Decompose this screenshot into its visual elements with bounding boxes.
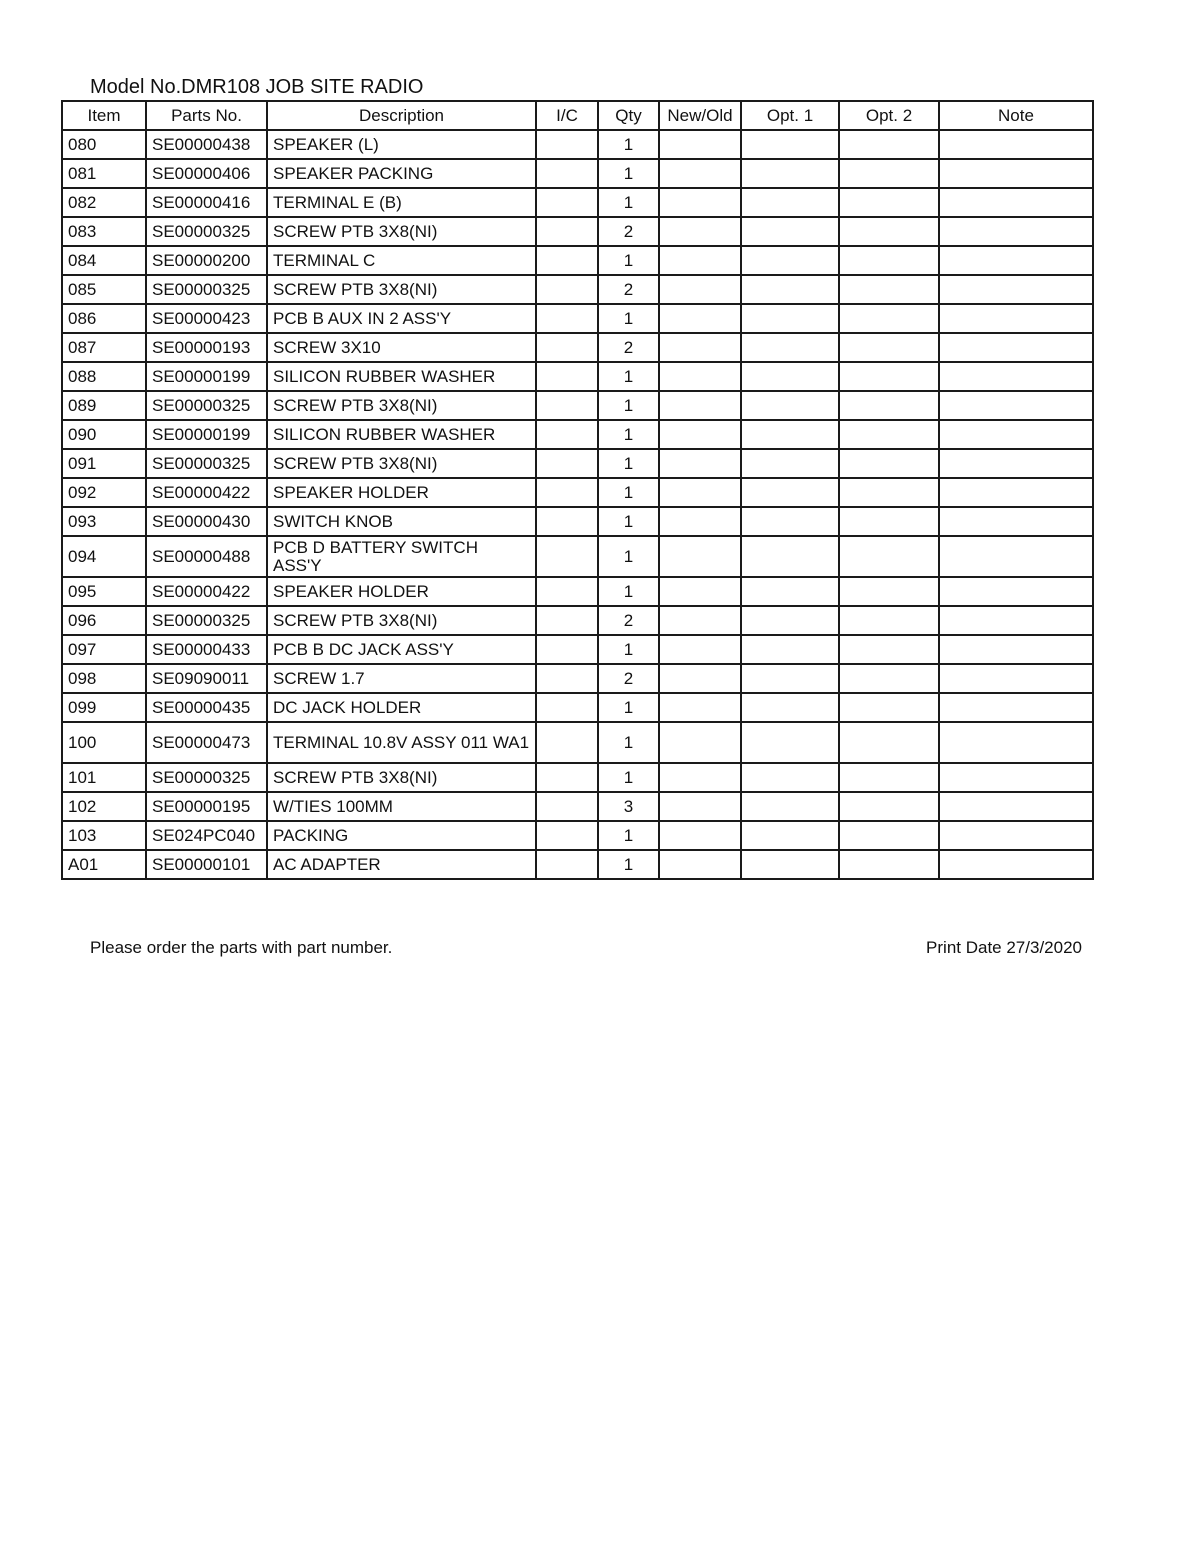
ic-cell xyxy=(536,391,598,420)
note-cell xyxy=(939,217,1093,246)
ic-cell xyxy=(536,304,598,333)
qty-cell: 2 xyxy=(598,217,659,246)
opt-2-cell xyxy=(839,420,939,449)
item-cell: 096 xyxy=(62,606,146,635)
opt-2-cell xyxy=(839,536,939,577)
description-cell: SCREW PTB 3X8(NI) xyxy=(267,391,536,420)
qty-cell: 2 xyxy=(598,333,659,362)
item-cell: 095 xyxy=(62,577,146,606)
opt-1-cell xyxy=(741,693,839,722)
column-header-qty: Qty xyxy=(598,101,659,130)
opt-2-cell xyxy=(839,722,939,763)
note-cell xyxy=(939,130,1093,159)
qty-cell: 1 xyxy=(598,304,659,333)
ic-cell xyxy=(536,693,598,722)
note-cell xyxy=(939,391,1093,420)
part-number-cell: SE00000416 xyxy=(146,188,267,217)
column-header-ic: I/C xyxy=(536,101,598,130)
description-cell: TERMINAL E (B) xyxy=(267,188,536,217)
item-cell: 102 xyxy=(62,792,146,821)
qty-cell: 2 xyxy=(598,664,659,693)
new-old-cell xyxy=(659,362,741,391)
ic-cell xyxy=(536,246,598,275)
part-number-cell: SE00000325 xyxy=(146,217,267,246)
new-old-cell xyxy=(659,275,741,304)
item-cell: 099 xyxy=(62,693,146,722)
opt-2-cell xyxy=(839,217,939,246)
opt-1-cell xyxy=(741,130,839,159)
description-cell: AC ADAPTER xyxy=(267,850,536,879)
opt-1-cell xyxy=(741,420,839,449)
qty-cell: 1 xyxy=(598,821,659,850)
order-instruction: Please order the parts with part number. xyxy=(90,938,393,957)
opt-2-cell xyxy=(839,606,939,635)
note-cell xyxy=(939,159,1093,188)
ic-cell xyxy=(536,217,598,246)
ic-cell xyxy=(536,664,598,693)
column-header-note: Note xyxy=(939,101,1093,130)
new-old-cell xyxy=(659,536,741,577)
new-old-cell xyxy=(659,333,741,362)
description-cell: SCREW PTB 3X8(NI) xyxy=(267,217,536,246)
part-number-cell: SE00000199 xyxy=(146,362,267,391)
note-cell xyxy=(939,275,1093,304)
description-cell: SILICON RUBBER WASHER xyxy=(267,362,536,391)
table-row xyxy=(62,478,1093,507)
new-old-cell xyxy=(659,577,741,606)
opt-2-cell xyxy=(839,449,939,478)
opt-2-cell xyxy=(839,478,939,507)
opt-2-cell xyxy=(839,664,939,693)
table-row xyxy=(62,577,1093,606)
new-old-cell xyxy=(659,130,741,159)
part-number-cell: SE00000423 xyxy=(146,304,267,333)
qty-cell: 1 xyxy=(598,577,659,606)
part-number-cell: SE00000325 xyxy=(146,275,267,304)
table-row xyxy=(62,850,1093,879)
new-old-cell xyxy=(659,763,741,792)
item-cell: 094 xyxy=(62,536,146,577)
note-cell xyxy=(939,635,1093,664)
qty-cell: 1 xyxy=(598,536,659,577)
note-cell xyxy=(939,693,1093,722)
part-number-cell: SE00000199 xyxy=(146,420,267,449)
opt-2-cell xyxy=(839,362,939,391)
description-cell: TERMINAL 10.8V ASSY 011 WA1 xyxy=(267,722,536,763)
table-row xyxy=(62,507,1093,536)
item-cell: 085 xyxy=(62,275,146,304)
qty-cell: 1 xyxy=(598,362,659,391)
description-cell: DC JACK HOLDER xyxy=(267,693,536,722)
item-cell: 091 xyxy=(62,449,146,478)
ic-cell xyxy=(536,362,598,391)
ic-cell xyxy=(536,606,598,635)
opt-2-cell xyxy=(839,507,939,536)
qty-cell: 2 xyxy=(598,606,659,635)
part-number-cell: SE024PC040 xyxy=(146,821,267,850)
table-row xyxy=(62,130,1093,159)
ic-cell xyxy=(536,792,598,821)
qty-cell: 1 xyxy=(598,850,659,879)
part-number-cell: SE00000325 xyxy=(146,763,267,792)
new-old-cell xyxy=(659,507,741,536)
opt-1-cell xyxy=(741,635,839,664)
part-number-cell: SE00000200 xyxy=(146,246,267,275)
opt-1-cell xyxy=(741,507,839,536)
column-header-opt-2: Opt. 2 xyxy=(839,101,939,130)
opt-1-cell xyxy=(741,478,839,507)
description-cell: SPEAKER HOLDER xyxy=(267,478,536,507)
qty-cell: 1 xyxy=(598,420,659,449)
part-number-cell: SE00000430 xyxy=(146,507,267,536)
note-cell xyxy=(939,792,1093,821)
description-cell: SPEAKER (L) xyxy=(267,130,536,159)
item-cell: 097 xyxy=(62,635,146,664)
opt-1-cell xyxy=(741,792,839,821)
description-cell: SPEAKER PACKING xyxy=(267,159,536,188)
table-row xyxy=(62,217,1093,246)
qty-cell: 1 xyxy=(598,188,659,217)
note-cell xyxy=(939,850,1093,879)
new-old-cell xyxy=(659,792,741,821)
note-cell xyxy=(939,507,1093,536)
new-old-cell xyxy=(659,821,741,850)
opt-2-cell xyxy=(839,333,939,362)
description-cell: SCREW PTB 3X8(NI) xyxy=(267,275,536,304)
part-number-cell: SE00000193 xyxy=(146,333,267,362)
qty-cell: 1 xyxy=(598,478,659,507)
opt-1-cell xyxy=(741,159,839,188)
parts-table-body xyxy=(62,130,1093,879)
table-row xyxy=(62,792,1093,821)
opt-1-cell xyxy=(741,821,839,850)
item-cell: 092 xyxy=(62,478,146,507)
note-cell xyxy=(939,362,1093,391)
table-row xyxy=(62,246,1093,275)
table-row xyxy=(62,664,1093,693)
item-cell: 081 xyxy=(62,159,146,188)
opt-1-cell xyxy=(741,664,839,693)
part-number-cell: SE00000433 xyxy=(146,635,267,664)
document-title: Model No.DMR108 JOB SITE RADIO xyxy=(90,76,424,98)
qty-cell: 1 xyxy=(598,391,659,420)
qty-cell: 2 xyxy=(598,275,659,304)
new-old-cell xyxy=(659,449,741,478)
opt-2-cell xyxy=(839,763,939,792)
new-old-cell xyxy=(659,850,741,879)
item-cell: 087 xyxy=(62,333,146,362)
new-old-cell xyxy=(659,693,741,722)
opt-2-cell xyxy=(839,635,939,664)
table-row xyxy=(62,635,1093,664)
new-old-cell xyxy=(659,722,741,763)
print-date: Print Date 27/3/2020 xyxy=(926,938,1082,957)
description-cell: SPEAKER HOLDER xyxy=(267,577,536,606)
ic-cell xyxy=(536,449,598,478)
table-header-row xyxy=(62,101,1093,130)
note-cell xyxy=(939,606,1093,635)
new-old-cell xyxy=(659,188,741,217)
opt-1-cell xyxy=(741,536,839,577)
part-number-cell: SE00000488 xyxy=(146,536,267,577)
opt-1-cell xyxy=(741,333,839,362)
qty-cell: 1 xyxy=(598,507,659,536)
column-header-new-old: New/Old xyxy=(659,101,741,130)
column-header-item: Item xyxy=(62,101,146,130)
item-cell: 103 xyxy=(62,821,146,850)
new-old-cell xyxy=(659,420,741,449)
item-cell: 090 xyxy=(62,420,146,449)
table-row xyxy=(62,304,1093,333)
description-cell: PCB B DC JACK ASS'Y xyxy=(267,635,536,664)
opt-1-cell xyxy=(741,391,839,420)
opt-2-cell xyxy=(839,275,939,304)
part-number-cell: SE00000101 xyxy=(146,850,267,879)
description-cell: TERMINAL C xyxy=(267,246,536,275)
description-cell: PCB D BATTERY SWITCH ASS'Y xyxy=(267,536,536,577)
item-cell: 098 xyxy=(62,664,146,693)
opt-1-cell xyxy=(741,362,839,391)
opt-2-cell xyxy=(839,246,939,275)
opt-1-cell xyxy=(741,217,839,246)
opt-1-cell xyxy=(741,304,839,333)
opt-1-cell xyxy=(741,722,839,763)
note-cell xyxy=(939,188,1093,217)
item-cell: 100 xyxy=(62,722,146,763)
qty-cell: 3 xyxy=(598,792,659,821)
column-header-opt-1: Opt. 1 xyxy=(741,101,839,130)
item-cell: 082 xyxy=(62,188,146,217)
table-row xyxy=(62,693,1093,722)
ic-cell xyxy=(536,420,598,449)
opt-2-cell xyxy=(839,391,939,420)
description-cell: SILICON RUBBER WASHER xyxy=(267,420,536,449)
opt-2-cell xyxy=(839,850,939,879)
item-cell: 093 xyxy=(62,507,146,536)
note-cell xyxy=(939,821,1093,850)
note-cell xyxy=(939,304,1093,333)
item-cell: 088 xyxy=(62,362,146,391)
table-row xyxy=(62,821,1093,850)
table-row xyxy=(62,362,1093,391)
column-header-description: Description xyxy=(267,101,536,130)
qty-cell: 1 xyxy=(598,693,659,722)
table-row xyxy=(62,333,1093,362)
opt-1-cell xyxy=(741,763,839,792)
ic-cell xyxy=(536,507,598,536)
qty-cell: 1 xyxy=(598,635,659,664)
table-row xyxy=(62,188,1093,217)
part-number-cell: SE00000422 xyxy=(146,478,267,507)
table-row xyxy=(62,606,1093,635)
part-number-cell: SE00000422 xyxy=(146,577,267,606)
new-old-cell xyxy=(659,635,741,664)
ic-cell xyxy=(536,635,598,664)
table-row xyxy=(62,159,1093,188)
item-cell: 101 xyxy=(62,763,146,792)
ic-cell xyxy=(536,130,598,159)
part-number-cell: SE00000325 xyxy=(146,606,267,635)
new-old-cell xyxy=(659,304,741,333)
table-row xyxy=(62,536,1093,577)
opt-1-cell xyxy=(741,188,839,217)
part-number-cell: SE00000438 xyxy=(146,130,267,159)
new-old-cell xyxy=(659,606,741,635)
opt-1-cell xyxy=(741,246,839,275)
note-cell xyxy=(939,763,1093,792)
opt-2-cell xyxy=(839,693,939,722)
description-cell: SCREW PTB 3X8(NI) xyxy=(267,763,536,792)
item-cell: 089 xyxy=(62,391,146,420)
ic-cell xyxy=(536,722,598,763)
note-cell xyxy=(939,577,1093,606)
opt-2-cell xyxy=(839,188,939,217)
part-number-cell: SE00000325 xyxy=(146,449,267,478)
qty-cell: 1 xyxy=(598,130,659,159)
description-cell: SCREW 3X10 xyxy=(267,333,536,362)
qty-cell: 1 xyxy=(598,246,659,275)
qty-cell: 1 xyxy=(598,722,659,763)
opt-2-cell xyxy=(839,821,939,850)
note-cell xyxy=(939,536,1093,577)
ic-cell xyxy=(536,333,598,362)
description-cell: SWITCH KNOB xyxy=(267,507,536,536)
ic-cell xyxy=(536,159,598,188)
ic-cell xyxy=(536,478,598,507)
part-number-cell: SE09090011 xyxy=(146,664,267,693)
ic-cell xyxy=(536,821,598,850)
ic-cell xyxy=(536,577,598,606)
new-old-cell xyxy=(659,391,741,420)
opt-2-cell xyxy=(839,792,939,821)
part-number-cell: SE00000435 xyxy=(146,693,267,722)
new-old-cell xyxy=(659,246,741,275)
ic-cell xyxy=(536,536,598,577)
qty-cell: 1 xyxy=(598,159,659,188)
description-cell: PACKING xyxy=(267,821,536,850)
column-header-parts-no: Parts No. xyxy=(146,101,267,130)
item-cell: 084 xyxy=(62,246,146,275)
note-cell xyxy=(939,420,1093,449)
part-number-cell: SE00000325 xyxy=(146,391,267,420)
ic-cell xyxy=(536,763,598,792)
qty-cell: 1 xyxy=(598,449,659,478)
ic-cell xyxy=(536,188,598,217)
opt-2-cell xyxy=(839,159,939,188)
item-cell: 086 xyxy=(62,304,146,333)
table-row xyxy=(62,722,1093,763)
parts-table xyxy=(61,100,1094,880)
table-row xyxy=(62,391,1093,420)
opt-2-cell xyxy=(839,577,939,606)
opt-1-cell xyxy=(741,577,839,606)
table-row xyxy=(62,449,1093,478)
opt-1-cell xyxy=(741,850,839,879)
opt-1-cell xyxy=(741,606,839,635)
description-cell: SCREW PTB 3X8(NI) xyxy=(267,449,536,478)
note-cell xyxy=(939,478,1093,507)
description-cell: PCB B AUX IN 2 ASS'Y xyxy=(267,304,536,333)
item-cell: A01 xyxy=(62,850,146,879)
new-old-cell xyxy=(659,664,741,693)
description-cell: SCREW PTB 3X8(NI) xyxy=(267,606,536,635)
description-cell: W/TIES 100MM xyxy=(267,792,536,821)
opt-2-cell xyxy=(839,130,939,159)
table-row xyxy=(62,275,1093,304)
opt-2-cell xyxy=(839,304,939,333)
item-cell: 080 xyxy=(62,130,146,159)
part-number-cell: SE00000195 xyxy=(146,792,267,821)
item-cell: 083 xyxy=(62,217,146,246)
new-old-cell xyxy=(659,478,741,507)
opt-1-cell xyxy=(741,275,839,304)
new-old-cell xyxy=(659,159,741,188)
note-cell xyxy=(939,664,1093,693)
ic-cell xyxy=(536,275,598,304)
part-number-cell: SE00000406 xyxy=(146,159,267,188)
opt-1-cell xyxy=(741,449,839,478)
ic-cell xyxy=(536,850,598,879)
note-cell xyxy=(939,246,1093,275)
note-cell xyxy=(939,449,1093,478)
part-number-cell: SE00000473 xyxy=(146,722,267,763)
note-cell xyxy=(939,333,1093,362)
qty-cell: 1 xyxy=(598,763,659,792)
table-row xyxy=(62,763,1093,792)
description-cell: SCREW 1.7 xyxy=(267,664,536,693)
note-cell xyxy=(939,722,1093,763)
new-old-cell xyxy=(659,217,741,246)
table-row xyxy=(62,420,1093,449)
